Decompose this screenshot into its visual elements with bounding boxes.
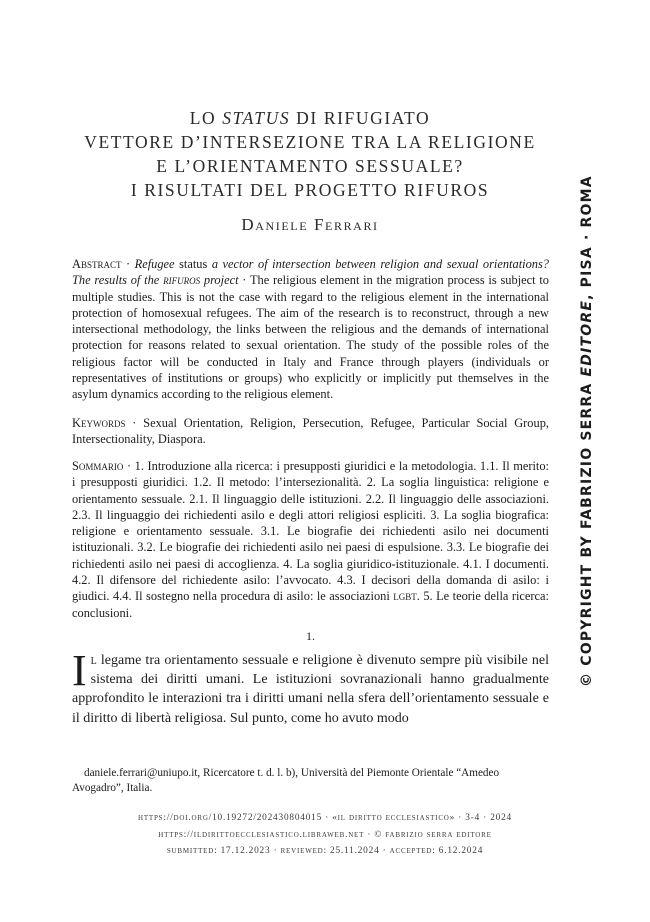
abstract-label: Abstract	[72, 257, 122, 271]
abstract-title-word: Refugee	[134, 257, 175, 271]
body-paragraph: Il legame tra orientamento sessuale e religione è divenuto sempre più visibile nel sistema dei diritti umani. Le istituzioni sovranazionali hanno gradualmente approfondito le interazioni tra i diritti umani nella sfera dell’orientamento sessuale e il diritto di libertà religiosa. Sul punto, come ho avuto modo	[72, 646, 549, 726]
title-line-3: E L’ORIENTAMENTO SESSUALE?	[156, 156, 464, 176]
title-line-2: VETTORE D’INTERSEZIONE TRA LA RELIGIONE	[84, 132, 536, 152]
author-name: Daniele Ferrari	[241, 215, 379, 234]
body-text: legame tra orientamento sessuale e religione è divenuto sempre più visibile nel sistema dei diritti umani. Le istituzioni sovranazionali hanno gradualmente approfondito le interazioni tra i diritti umani nella sfera dell’orientamento sessuale e il diritto di libertà religiosa. Sul punto, come ho avuto modo	[72, 653, 549, 726]
footnote: daniele.ferrari@uniupo.it, Ricercatore t. d. l. b), Università del Piemonte Orientale “Amedeo Avogadro”, Italia.	[72, 767, 500, 794]
keywords	[72, 415, 549, 448]
copyright-notice: © COPYRIGHT BY FABRIZIO SERRA EDITORE, PISA · ROMA	[579, 175, 595, 687]
abstract: Abstract · Refugee status a vector of intersection between religion and sexual orientations? The results of the rifuros project · The religious element in the migration process is subject to multiple studies. This is not the case with regard to the religious element in the international protection of homosexual refugees. The aim of the research is to reconstruct, through a new intersectional methodology, the links between the religious and the demands of international protection for reasons related to sexual orientation. The study of the possible roles of the religious factor will be conducted in Italy and France through players (individuals or representatives of institutions or groups) who explicitly or implicitly put themselves in the asylum dynamics according to the religious element.	[72, 257, 549, 402]
footer-website-line: https://ildirittoecclesiastico.libraweb.net · © fabrizio serra editore	[158, 829, 492, 840]
table-of-contents: Sommario · 1. Introduzione alla ricerca: i presupposti giuridici e la metodologia. 1.1. Il merito: i presupposti giuridici. 1.2. Il metodo: l’intersezionalità. 2. La soglia linguistica: religione e orientamento sessuale. 2.1. Il linguaggio delle istituzioni. 2.2. Il linguaggio delle associazioni. 2.3. Il linguaggio dei richiedenti asilo e degli attori religiosi espliciti. 3. La soglia biografica: religione e orientamento sessuale. 3.1. Le biografie dei richiedenti asilo nei documenti istituzionali. 3.2. Le biografie dei richiedenti asilo nei paesi di espulsione. 3.3. Le biografie dei richiedenti asilo nei paesi di accoglienza. 4. La soglia giuridico-istituzionale. 4.1. I documenti. 4.2. Il difensore del richiedente asilo: l’avvocato. 4.3. I decisori della domanda di asilo: i giudici. 4.4. Il sostegno nella procedura di asilo: le associazioni lgbt. 5. Le teorie della ricerca: conclusioni.	[72, 459, 549, 620]
footer-doi-line: https://doi.org/10.19272/202430804015 · «il diritto ecclesiastico» · 3-4 · 2024	[137, 813, 512, 823]
abstract-english-title: a vector of intersection between religion and sexual orientations? The results of the	[72, 257, 549, 288]
footer-dates-line: submitted: 17.12.2023 · reviewed: 25.11.2024 · accepted: 6.12.2024	[166, 846, 484, 856]
drop-cap: I	[72, 646, 87, 695]
sommario-label: Sommario	[72, 459, 124, 473]
title-line-4: I RISULTATI DEL PROGETTO RIFUROS	[130, 180, 490, 200]
title-line-1: LO STATUS DI RIFUGIATO	[189, 108, 431, 128]
keywords-text: · Sexual Orientation, Religion, Persecution, Refugee, Particular Social Group, Intersectionality, Diaspora.	[72, 416, 549, 447]
article-title	[60, 106, 560, 202]
section-number: 1.	[306, 629, 315, 643]
title-italic-status: STATUS	[222, 108, 291, 128]
keywords-label: Keywords	[72, 416, 126, 430]
abstract-text: · The religious element in the migration process is subject to multiple studies. This is not the case with regard to the religious element in the international protection of homosexual refugees. The aim of the research is to reconstruct, through a new intersectional methodology, the links between the religious and the demands of international protection for reasons related to sexual orientation. The study of the possible roles of the religious factor will be conducted in Italy and France through players (individuals or representatives of institutions or groups) who explicitly or implicitly put themselves in the asylum dynamics according to the religious element.	[72, 273, 549, 402]
page-footer	[40, 810, 610, 860]
abstract-project-name: rifuros	[163, 273, 201, 288]
